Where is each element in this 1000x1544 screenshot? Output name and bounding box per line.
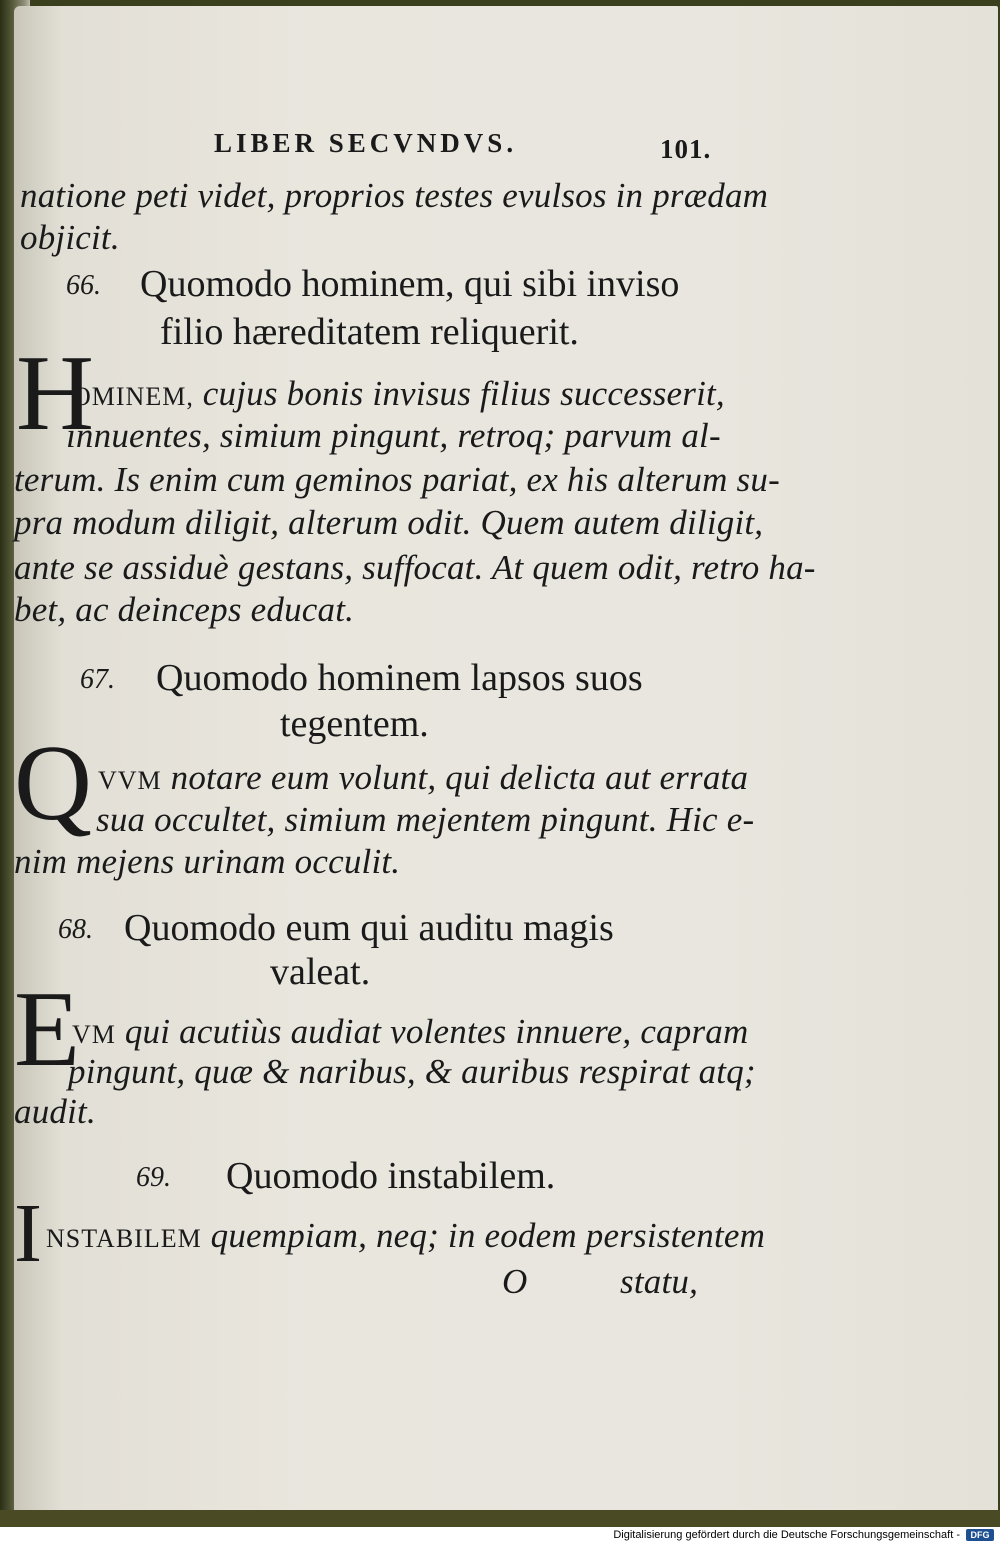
continuation-line: natione peti videt, proprios testes evulsos in prædam	[20, 176, 769, 215]
dfg-logo: DFG	[966, 1529, 994, 1541]
section-number: 67.	[80, 664, 115, 695]
first-word: VVM	[98, 766, 162, 795]
body-line: quempiam, neq; in eodem persistentem	[210, 1216, 766, 1255]
body-line: terum. Is enim cum geminos pariat, ex his alterum su-	[14, 460, 780, 499]
catchword: statu,	[620, 1262, 699, 1301]
drop-cap-initial: I	[14, 1187, 42, 1280]
body-line: audit.	[14, 1092, 96, 1131]
body-line: pingunt, quæ & naribus, & auribus respirat atq;	[68, 1052, 756, 1091]
body-line: notare eum volunt, qui delicta aut errata	[170, 758, 749, 797]
body-line: nim mejens urinam occulit.	[14, 842, 401, 881]
section-heading: tegentem.	[280, 703, 429, 745]
drop-cap-initial: E	[14, 970, 80, 1089]
section-heading: Quomodo eum qui auditu magis	[124, 907, 614, 949]
body-line: qui acutiùs audiat volentes innuere, capram	[124, 1012, 749, 1051]
running-title: LIBER SECVNDVS.	[214, 128, 518, 158]
section-number: 66.	[66, 270, 101, 301]
body-line: pra modum diligit, alterum odit. Quem autem diligit,	[14, 503, 764, 542]
section-number: 69.	[136, 1162, 171, 1193]
drop-cap-initial: Q	[14, 724, 92, 843]
section-number: 68.	[58, 914, 93, 945]
continuation-line: objicit.	[20, 218, 120, 257]
body-line: ante se assiduè gestans, suffocat. At quem odit, retro ha-	[14, 548, 816, 587]
body-line: innuentes, simium pingunt, retroq; parvum al-	[66, 416, 721, 455]
drop-cap-initial: H	[16, 334, 94, 453]
section-heading: Quomodo hominem lapsos suos	[156, 657, 643, 699]
section-heading: filio hæreditatem reliquerit.	[160, 311, 579, 353]
body-line: bet, ac deinceps educat.	[14, 590, 355, 629]
page-bottom-edge	[0, 1510, 1000, 1527]
digitization-footer	[0, 1527, 1000, 1544]
signature-mark: O	[502, 1262, 528, 1301]
folio-number: 101.	[660, 134, 712, 164]
first-word: NSTABILEM	[46, 1224, 202, 1253]
section-heading: Quomodo instabilem.	[226, 1155, 556, 1197]
footer-credit: Digitalisierung gefördert durch die Deutsche Forschungsgemeinschaft -	[613, 1529, 960, 1541]
section-heading: Quomodo hominem, qui sibi inviso	[140, 263, 680, 305]
body-line: sua occultet, simium mejentem pingunt. Hic e-	[96, 800, 755, 839]
first-word: OMINEM,	[72, 382, 194, 411]
body-line: cujus bonis invisus filius successerit,	[202, 374, 725, 413]
first-word: VM	[72, 1020, 116, 1049]
section-heading: valeat.	[270, 951, 371, 993]
